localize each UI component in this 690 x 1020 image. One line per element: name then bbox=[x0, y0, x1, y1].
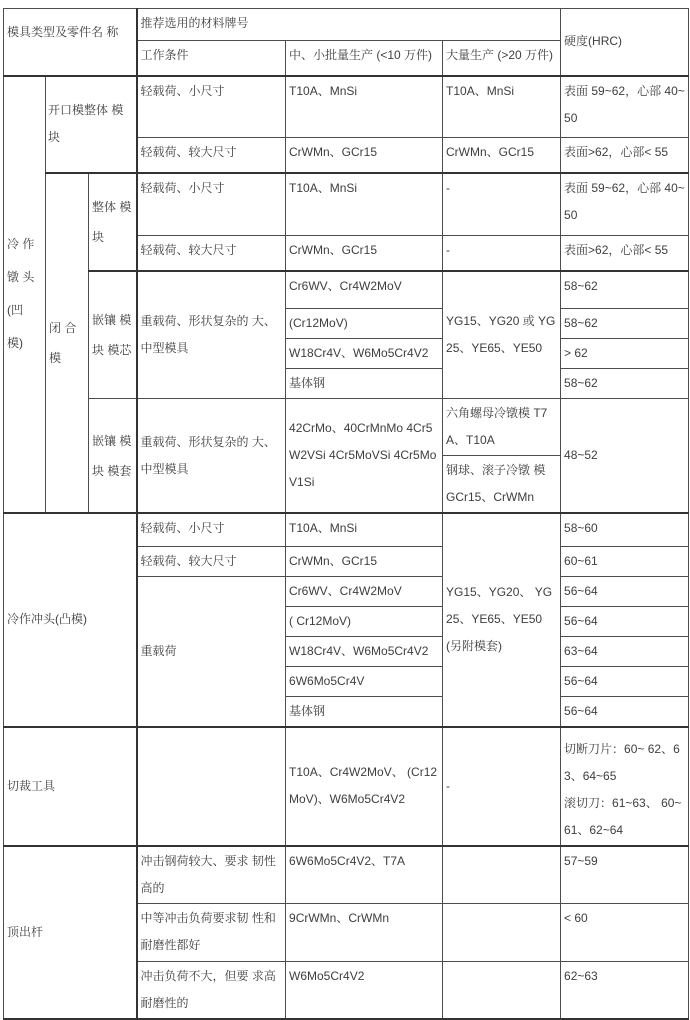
cell-small-batch-material: Cr6WV、Cr4W2MoV bbox=[286, 271, 443, 309]
cell-small-batch-material: CrWMn、GCr15 bbox=[286, 546, 443, 576]
cell-small-batch-material: 9CrWMn、CrWMn bbox=[286, 903, 443, 961]
header-small-batch: 中、小批量生产 (<10 万件) bbox=[286, 41, 443, 76]
cell-work-condition: 轻载荷、较大尺寸 bbox=[137, 236, 286, 271]
cell-small-batch-material: 基体钢 bbox=[286, 369, 443, 399]
cell-small-batch-material: T10A、Cr4W2MoV、 (Cr12MoV)、W6Mo5Cr4V2 bbox=[286, 727, 443, 846]
cell-small-batch-material: T10A、MnSi bbox=[286, 513, 443, 546]
cell-work-condition: 轻载荷、较大尺寸 bbox=[137, 546, 286, 576]
cell-small-batch-material: Cr6WV、Cr4W2MoV bbox=[286, 576, 443, 606]
row-label-solid-block bbox=[89, 173, 137, 271]
mass-production-note: (另附模套) bbox=[446, 639, 503, 654]
cell-work-condition: 冲击钢荷较大、要求 韧性高的 bbox=[137, 846, 286, 904]
header-mold-type: 模具类型及零件名 称 bbox=[4, 9, 137, 76]
label-line: (凹 bbox=[7, 303, 23, 318]
cell-small-batch-material: 基体钢 bbox=[286, 696, 443, 727]
row-label-insert-block-sleeve bbox=[89, 399, 137, 514]
cell-mass-production-material bbox=[443, 903, 561, 961]
label-line: 冷 作 bbox=[7, 237, 35, 252]
header-recommended-materials: 推荐选用的材料牌号 bbox=[137, 9, 561, 41]
cell-small-batch-material: 6W6Mo5Cr4V bbox=[286, 666, 443, 696]
cell-hardness: 62~63 bbox=[561, 961, 689, 1019]
cell-hardness: 56~64 bbox=[561, 666, 689, 696]
cell-mass-production-material: T10A、MnSi bbox=[443, 76, 561, 138]
cell-hardness: 63~64 bbox=[561, 636, 689, 666]
row-label-cold-heading-die bbox=[4, 76, 46, 514]
cell-mass-production-material: YG15、YG20 或 YG25、YE65、YE50 bbox=[443, 271, 561, 399]
cell-hardness: 58~60 bbox=[561, 513, 689, 546]
cell-work-condition: 轻载荷、小尺寸 bbox=[137, 173, 286, 236]
cell-mass-production-material: - bbox=[443, 173, 561, 236]
cell-hardness: 60~61 bbox=[561, 546, 689, 576]
cell-hardness: 表面>62，心部< 55 bbox=[561, 236, 689, 271]
cell-mass-production-material bbox=[443, 846, 561, 904]
label-line: 嵌镶 模 bbox=[92, 433, 132, 448]
cell-work-condition: 重载荷、形状复杂的 大、中型模具 bbox=[137, 399, 286, 514]
cell-work-condition: 轻载荷、小尺寸 bbox=[137, 76, 286, 138]
cell-mass-production-material: - bbox=[443, 727, 561, 846]
cell-hardness: 58~62 bbox=[561, 271, 689, 309]
cell-small-batch-material: ( Cr12MoV) bbox=[286, 606, 443, 636]
cell-small-batch-material: T10A、MnSi bbox=[286, 173, 443, 236]
label-line: 嵌镶 模 bbox=[92, 312, 132, 327]
row-label-open-die-block: 开口模整体 模块 bbox=[46, 76, 137, 173]
cell-small-batch-material: W18Cr4V、W6Mo5Cr4V2 bbox=[286, 636, 443, 666]
cell-work-condition: 轻载荷、较大尺寸 bbox=[137, 138, 286, 173]
cell-hardness: 57~59 bbox=[561, 846, 689, 904]
header-work-condition: 工作条件 bbox=[137, 41, 286, 76]
cell-small-batch-material: W18Cr4V、W6Mo5Cr4V2 bbox=[286, 339, 443, 369]
mass-production-grades: YG15、YG20、 YG25、YE65、YE50 bbox=[446, 585, 553, 627]
row-label-cold-punch: 冷作冲头(凸模) bbox=[4, 513, 137, 727]
cell-hardness bbox=[561, 727, 689, 846]
label-line: 整体 模 bbox=[92, 199, 132, 214]
cell-mass-production-material: - bbox=[443, 236, 561, 271]
label-line: 模) bbox=[7, 336, 23, 351]
cell-work-condition: 轻载荷、小尺寸 bbox=[137, 513, 286, 546]
cell-mass-production-material: CrWMn、GCr15 bbox=[443, 138, 561, 173]
cell-work-condition: 中等冲击负荷要求韧 性和耐磨性都好 bbox=[137, 903, 286, 961]
cell-hardness: 56~64 bbox=[561, 696, 689, 727]
cell-work-condition: 重载荷 bbox=[137, 576, 286, 727]
label-line: 模 bbox=[49, 350, 62, 365]
cell-small-batch-material: T10A、MnSi bbox=[286, 76, 443, 138]
header-hardness: 硬度(HRC) bbox=[561, 9, 689, 76]
cell-small-batch-material: (Cr12MoV) bbox=[286, 309, 443, 339]
cell-hardness: > 62 bbox=[561, 339, 689, 369]
label-line: 镦 头 bbox=[7, 270, 35, 285]
cell-hardness: 表面 59~62，心部 40~50 bbox=[561, 173, 689, 236]
cell-small-batch-material: 42CrMo、40CrMnMo 4Cr5W2VSi 4Cr5MoVSi 4Cr5MoV1Si bbox=[286, 399, 443, 514]
cell-hardness: 58~62 bbox=[561, 369, 689, 399]
cell-hardness: < 60 bbox=[561, 903, 689, 961]
cell-hardness: 表面 59~62，心部 40~50 bbox=[561, 76, 689, 138]
cell-hardness: 表面>62，心部< 55 bbox=[561, 138, 689, 173]
cell-hardness: 56~64 bbox=[561, 606, 689, 636]
cell-mass-production-material bbox=[443, 513, 561, 727]
cell-small-batch-material: W6Mo5Cr4V2 bbox=[286, 961, 443, 1019]
material-selection-table bbox=[3, 8, 689, 1020]
cell-work-condition: 重载荷、形状复杂的 大、中型模具 bbox=[137, 271, 286, 399]
row-label-insert-block-core bbox=[89, 271, 137, 399]
label-line: 块 bbox=[92, 229, 105, 244]
hardness-cutoff-blade: 切断刀片：60~ 62、63、64~65 bbox=[564, 741, 680, 783]
label-line: 闭 合 bbox=[49, 320, 77, 335]
cell-work-condition: 冲击负荷不大，但要 求高耐磨性的 bbox=[137, 961, 286, 1019]
cell-hardness: 58~62 bbox=[561, 309, 689, 339]
header-mass-production: 大量生产 (>20 万件) bbox=[443, 41, 561, 76]
hardness-roll-cutter: 滚切刀：61~63、 60~61、62~64 bbox=[564, 795, 682, 837]
cell-small-batch-material: CrWMn、GCr15 bbox=[286, 138, 443, 173]
cell-hardness: 48~52 bbox=[561, 399, 689, 514]
row-label-cutting-tools: 切裁工具 bbox=[4, 727, 137, 846]
cell-mass-production-material: 六角螺母冷镦模 T7A、T10A bbox=[443, 399, 561, 456]
cell-hardness: 56~64 bbox=[561, 576, 689, 606]
cell-mass-production-material: 钢球、滚子冷镦 模 GCr15、CrWMn bbox=[443, 456, 561, 514]
label-line: 块 模芯 bbox=[92, 342, 132, 357]
cell-work-condition bbox=[137, 727, 286, 846]
label-line: 块 模套 bbox=[92, 463, 132, 478]
cell-small-batch-material: CrWMn、GCr15 bbox=[286, 236, 443, 271]
cell-mass-production-material bbox=[443, 961, 561, 1019]
row-label-ejector-rod: 顶出杆 bbox=[4, 846, 137, 1020]
row-label-closed-die bbox=[46, 173, 89, 514]
cell-small-batch-material: 6W6Mo5Cr4V2、T7A bbox=[286, 846, 443, 904]
